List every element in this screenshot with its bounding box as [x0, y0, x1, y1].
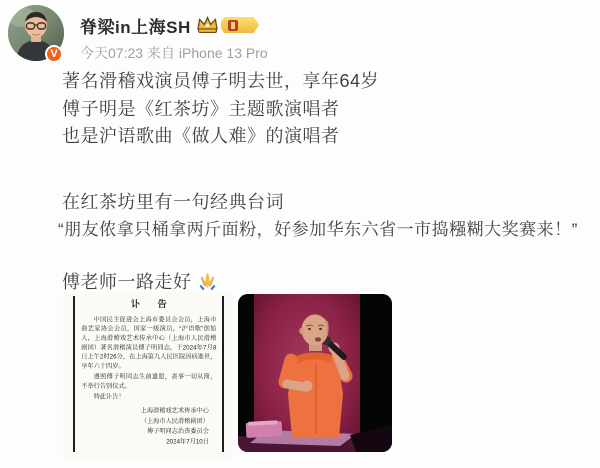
farewell-text: 傅老师一路走好 — [62, 272, 192, 292]
obituary-right-rule — [222, 296, 224, 452]
crown-icon[interactable] — [196, 15, 219, 34]
obituary-paragraph: 特此讣告！ — [93, 393, 125, 401]
obituary-paragraph: 遵照傅子明同志生前遗愿，丧事一切从简，不举行告别仪式。 — [81, 373, 217, 390]
post-line-6-farewell — [62, 268, 218, 294]
folded-hands-icon — [197, 271, 218, 292]
post-line-5-quote: “朋友侬拿只桶拿两斤面粉，好参加华东六省一市捣糨糊大奖赛来！” — [58, 220, 578, 239]
post-meta — [80, 43, 272, 63]
post-line-4: 在红茶坊里有一句经典台词 — [62, 192, 284, 212]
vip-badge-glyph — [228, 20, 238, 31]
verified-badge: V — [45, 45, 63, 63]
obituary-signature: 上海滑稽戏艺术传承中心 （上海市人民滑稽剧团） 傅子明同志治丧委员会 2024年7月10日 — [140, 407, 209, 446]
obituary-left-rule — [73, 296, 75, 452]
author-name[interactable]: 脊梁in上海SH — [80, 18, 191, 37]
stage-performer-photo — [238, 294, 392, 452]
obituary-title: 讣 告 — [130, 299, 175, 310]
post-line-2: 傅子明是《红茶坊》主题歌演唱者 — [62, 99, 340, 119]
post-source: 来自 iPhone 13 Pro — [147, 45, 268, 61]
post-line-3: 也是沪语歌曲《做人难》的演唱者 — [62, 126, 340, 146]
obituary-document — [80, 296, 218, 447]
obituary-paragraph: 中国民主促进会上海市委员会会员，上海市曲艺家协会会员，国家一级演员，“沪语歌”创始人，上海滑稽戏艺术传承中心（上海市人民滑稽剧团）著名滑稽演员傅子明同志，于2024年7月8日上午2时26分，在上海第九人民医院因病逝世，享年六十四岁。 — [81, 316, 217, 370]
obituary-image[interactable] — [63, 292, 233, 462]
post-line-1: 著名滑稽戏演员傅子明去世，享年64岁 — [62, 71, 380, 91]
vip-badge-icon[interactable] — [221, 17, 259, 33]
post-photo[interactable] — [238, 294, 392, 452]
timestamp: 今天07:23 — [80, 45, 144, 61]
